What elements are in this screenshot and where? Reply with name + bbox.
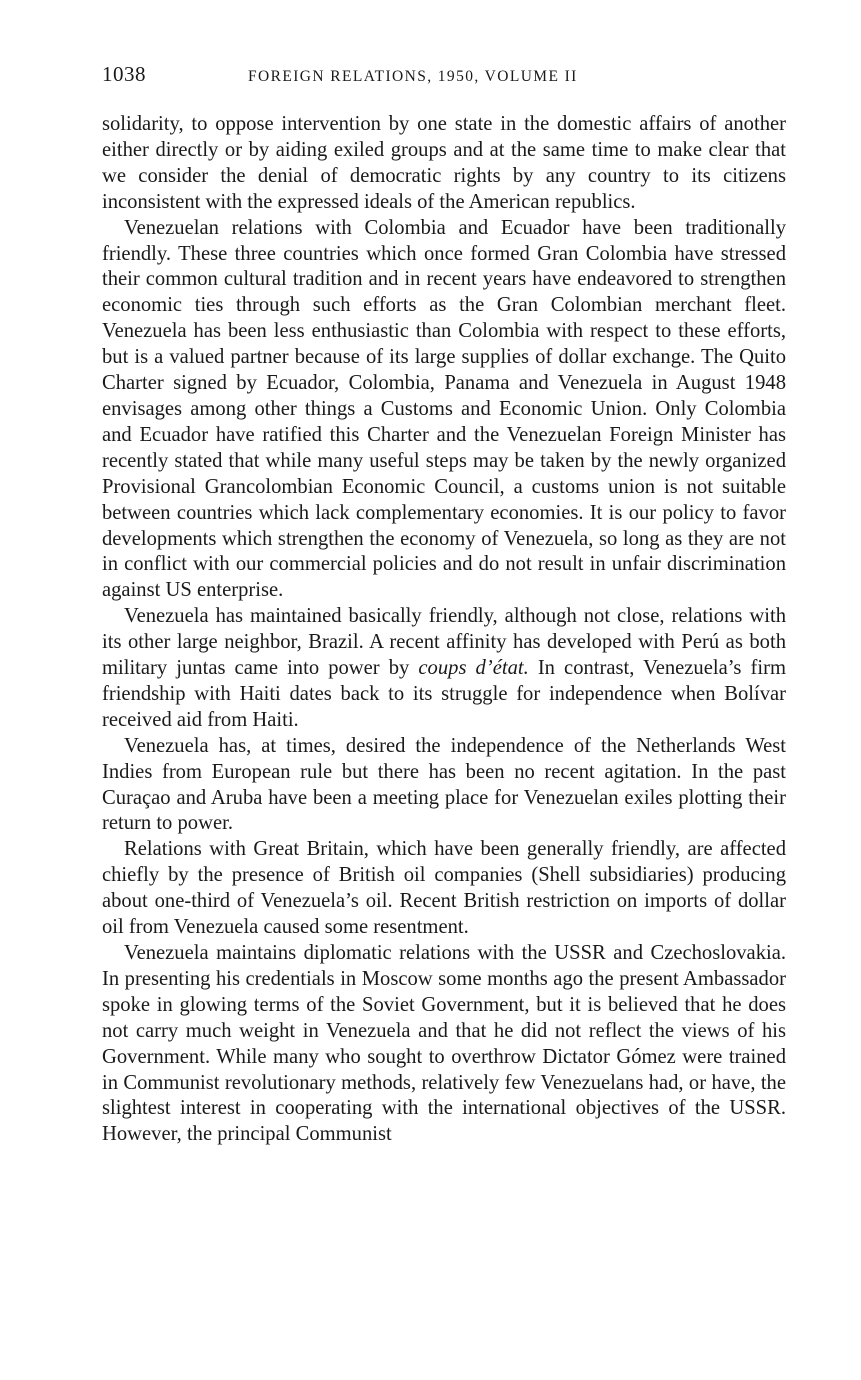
paragraph-text-before: Venezuela has maintained basically friendly, although not close, relations with its other large neighbor, Brazil. A recent affinity has developed with Perú as both military juntas came into power by [102, 605, 786, 680]
paragraph-text-after: In contrast, Venezuela’s firm friendship with Haiti dates back to its struggle for independence when Bolívar received aid from Haiti. [102, 657, 786, 731]
document-page [102, 62, 786, 1148]
running-head: FOREIGN RELATIONS, 1950, VOLUME II [248, 68, 578, 85]
paragraph-solidarity: solidarity, to oppose intervention by one state in the domestic affairs of another either directly or by aiding exiled groups and at the same time to make clear that we consider the denial of democratic rights by any country to its citizens inconsistent with the expressed ideals of the American republics. [102, 113, 786, 213]
paragraph-great-britain: Relations with Great Britain, which have been generally friendly, are affected chiefly by the presence of British oil companies (Shell subsidiaries) producing about one-third of Venezuela’s oil. Recent British restriction on imports of dollar oil from Venezuela caused some resentment. [102, 838, 786, 939]
paragraph-colombia-ecuador: Venezuelan relations with Colombia and Ecuador have been traditionally friendly. These three countries which once formed Gran Colombia have stressed their common cultural tradition and in recent years have endeavored to strengthen economic ties through such efforts as the Gran Colombian merchant fleet. Venezuela has been less enthusiastic than Colombia with respect to these efforts, but is a valued partner because of its large supplies of dollar exchange. The Quito Charter signed by Ecuador, Colombia, Panama and Venezuela in August 1948 envisages among other things a Customs and Economic Union. Only Colombia and Ecuador have ratified this Charter and the Venezuelan Foreign Minister has recently stated that while many useful steps may be taken by the newly organized Provisional Grancolombian Economic Council, a customs union is not suitable between countries which lack complementary economies. It is our policy to favor developments which strengthen the economy of Venezuela, so long as they are not in conflict with our commercial policies and do not result in unfair discrimination against US enterprise. [102, 216, 786, 602]
page-number: 1038 [102, 62, 146, 86]
paragraph-brazil-peru-haiti [102, 604, 786, 734]
paragraph-ussr: Venezuela maintains diplomatic relations with the USSR and Czechoslovakia. In presenting his credentials in Moscow some months ago the present Ambassador spoke in glowing terms of the Soviet Government, but it is believed that he does not carry much weight in Venezuela and that he did not reflect the views of his Government. While many who sought to overthrow Dictator Gómez were trained in Communist revolutionary methods, relatively few Venezuelans had, or have, the slightest interest in cooperating with the international objectives of the USSR. However, the principal Communist [102, 942, 786, 1146]
paragraph-netherlands-west-indies: Venezuela has, at times, desired the independence of the Netherlands West Indies from European rule but there has been no recent agitation. In the past Curaçao and Aruba have been a meeting place for Venezuelan exiles plotting their return to power. [102, 734, 786, 835]
paragraph-italic-phrase: coups d’état. [418, 657, 529, 680]
page-header [102, 62, 786, 102]
body-text [102, 112, 786, 1148]
